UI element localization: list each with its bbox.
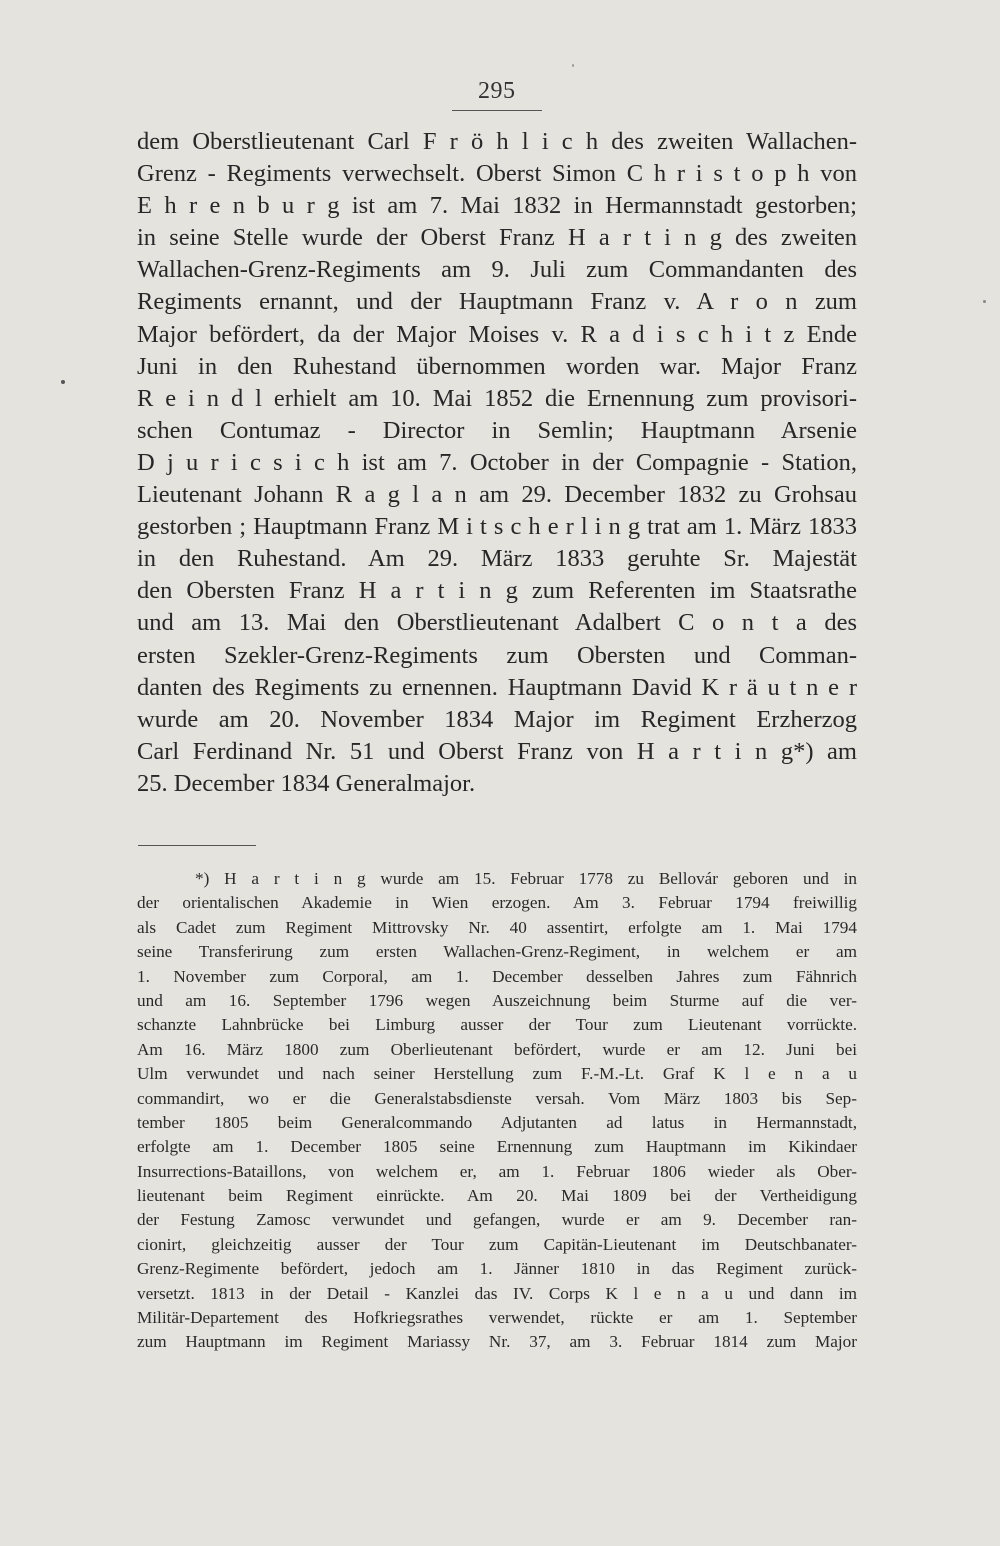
body-line: 25. December 1834 Generalmajor. <box>137 769 476 797</box>
footnote-line: Insurrections-Bataillons, von welchem er, am 1. Februar 1806 wieder als Ober- <box>137 1161 857 1181</box>
footnote-line: commandirt, wo er die Generalstabsdienste versah. Vom März 1803 bis Sep- <box>137 1088 857 1108</box>
body-line: D j u r i c s i c h ist am 7. October in der Compagnie - Station, <box>137 448 857 476</box>
body-line: Grenz - Regiments verwechselt. Oberst Simon C h r i s t o p h von <box>137 160 857 188</box>
body-line: Carl Ferdinand Nr. 51 und Oberst Franz von H a r t i n g*) am <box>137 737 857 765</box>
body-line: und am 13. Mai den Oberstlieutenant Adalbert C o n t a des <box>137 609 857 637</box>
body-line: wurde am 20. November 1834 Major im Regiment Erzherzog <box>137 705 857 733</box>
footnote-line: cionirt, gleichzeitig ausser der Tour zum Capitän-Lieutenant im Deutschbanater- <box>137 1234 857 1254</box>
body-line: gestorben ; Hauptmann Franz M i t s c h e r l i n g trat am 1. März 1833 <box>137 513 857 541</box>
footnote-line: seine Transferirung zum ersten Wallachen-Grenz-Regiment, in welchem er am <box>137 942 857 962</box>
footnote-line: zum Hauptmann im Regiment Mariassy Nr. 37, am 3. Februar 1814 zum Major <box>137 1332 857 1352</box>
footnote-line: der Festung Zamosc verwundet und gefangen, wurde er am 9. December ran- <box>137 1210 857 1230</box>
body-line: ersten Szekler-Grenz-Regiments zum Obersten und Comman- <box>137 641 857 669</box>
footnote-line: *) H a r t i n g wurde am 15. Februar 1778 zu Bellovár geboren und in <box>195 869 857 888</box>
footnote-line: der orientalischen Akademie in Wien erzogen. Am 3. Februar 1794 freiwillig <box>137 893 857 913</box>
footnote-line: Grenz-Regimente befördert, jedoch am 1. Jänner 1810 in das Regiment zurück- <box>137 1259 857 1279</box>
footnote-line: Militär-Departement des Hofkriegsrathes verwendet, rückte er am 1. September <box>137 1308 857 1328</box>
footnote <box>137 867 857 1355</box>
body-line: dem Oberstlieutenant Carl F r ö h l i c h des zweiten Wallachen- <box>137 128 857 155</box>
footnote-line: tember 1805 beim Generalcommando Adjutanten ad latus in Hermannstadt, <box>137 1112 857 1132</box>
body-line: R e i n d l erhielt am 10. Mai 1852 die Ernennung zum provisori- <box>137 384 857 412</box>
page-number-rule <box>452 110 542 111</box>
footnote-line: schanzte Lahnbrücke bei Limburg ausser der Tour zum Lieutenant vorrückte. <box>137 1015 857 1035</box>
footnote-line: und am 16. September 1796 wegen Auszeichnung beim Sturme auf die ver- <box>137 990 857 1010</box>
footnote-line: 1. November zum Corporal, am 1. December desselben Jahres zum Fähnrich <box>137 966 857 986</box>
body-line: in seine Stelle wurde der Oberst Franz H a r t i n g des zweiten <box>137 224 857 252</box>
body-line: Wallachen-Grenz-Regiments am 9. Juli zum Commandanten des <box>137 256 857 284</box>
body-line: Lieutenant Johann R a g l a n am 29. December 1832 zu Grohsau <box>137 481 857 509</box>
ink-speck <box>61 380 65 384</box>
footnote-line: lieutenant beim Regiment einrückte. Am 20. Mai 1809 bei der Vertheidigung <box>137 1186 857 1206</box>
body-line: Juni in den Ruhestand übernommen worden war. Major Franz <box>137 352 857 380</box>
body-line: E h r e n b u r g ist am 7. Mai 1832 in Hermannstadt gestorben; <box>137 192 857 220</box>
body-line: schen Contumaz - Director in Semlin; Hauptmann Arsenie <box>137 416 857 444</box>
footnote-line: Ulm verwundet und nach seiner Herstellung zum F.-M.-Lt. Graf K l e n a u <box>137 1064 857 1084</box>
footnote-separator <box>138 845 256 846</box>
body-line: Regiments ernannt, und der Hauptmann Franz v. A r o n zum <box>137 288 857 316</box>
footnote-line: als Cadet zum Regiment Mittrovsky Nr. 40 assentirt, erfolgte am 1. Mai 1794 <box>137 917 857 937</box>
footnote-line: Am 16. März 1800 zum Oberlieutenant befördert, wurde er am 12. Juni bei <box>137 1039 857 1059</box>
body-line: den Obersten Franz H a r t i n g zum Referenten im Staatsrathe <box>137 577 857 605</box>
body-text <box>137 126 857 800</box>
page-number: 295 <box>478 78 516 104</box>
ink-speck <box>572 64 574 67</box>
footnote-line: erfolgte am 1. December 1805 seine Ernennung zum Hauptmann im Kikindaer <box>137 1137 857 1157</box>
body-line: Major befördert, da der Major Moises v. R a d i s c h i t z Ende <box>137 320 857 348</box>
body-line: in den Ruhestand. Am 29. März 1833 geruhte Sr. Majestät <box>137 545 857 573</box>
footnote-line: versetzt. 1813 in der Detail - Kanzlei das IV. Corps K l e n a u und dann im <box>137 1283 857 1303</box>
ink-speck <box>983 300 986 303</box>
body-line: danten des Regiments zu ernennen. Hauptmann David K r ä u t n e r <box>137 673 857 701</box>
